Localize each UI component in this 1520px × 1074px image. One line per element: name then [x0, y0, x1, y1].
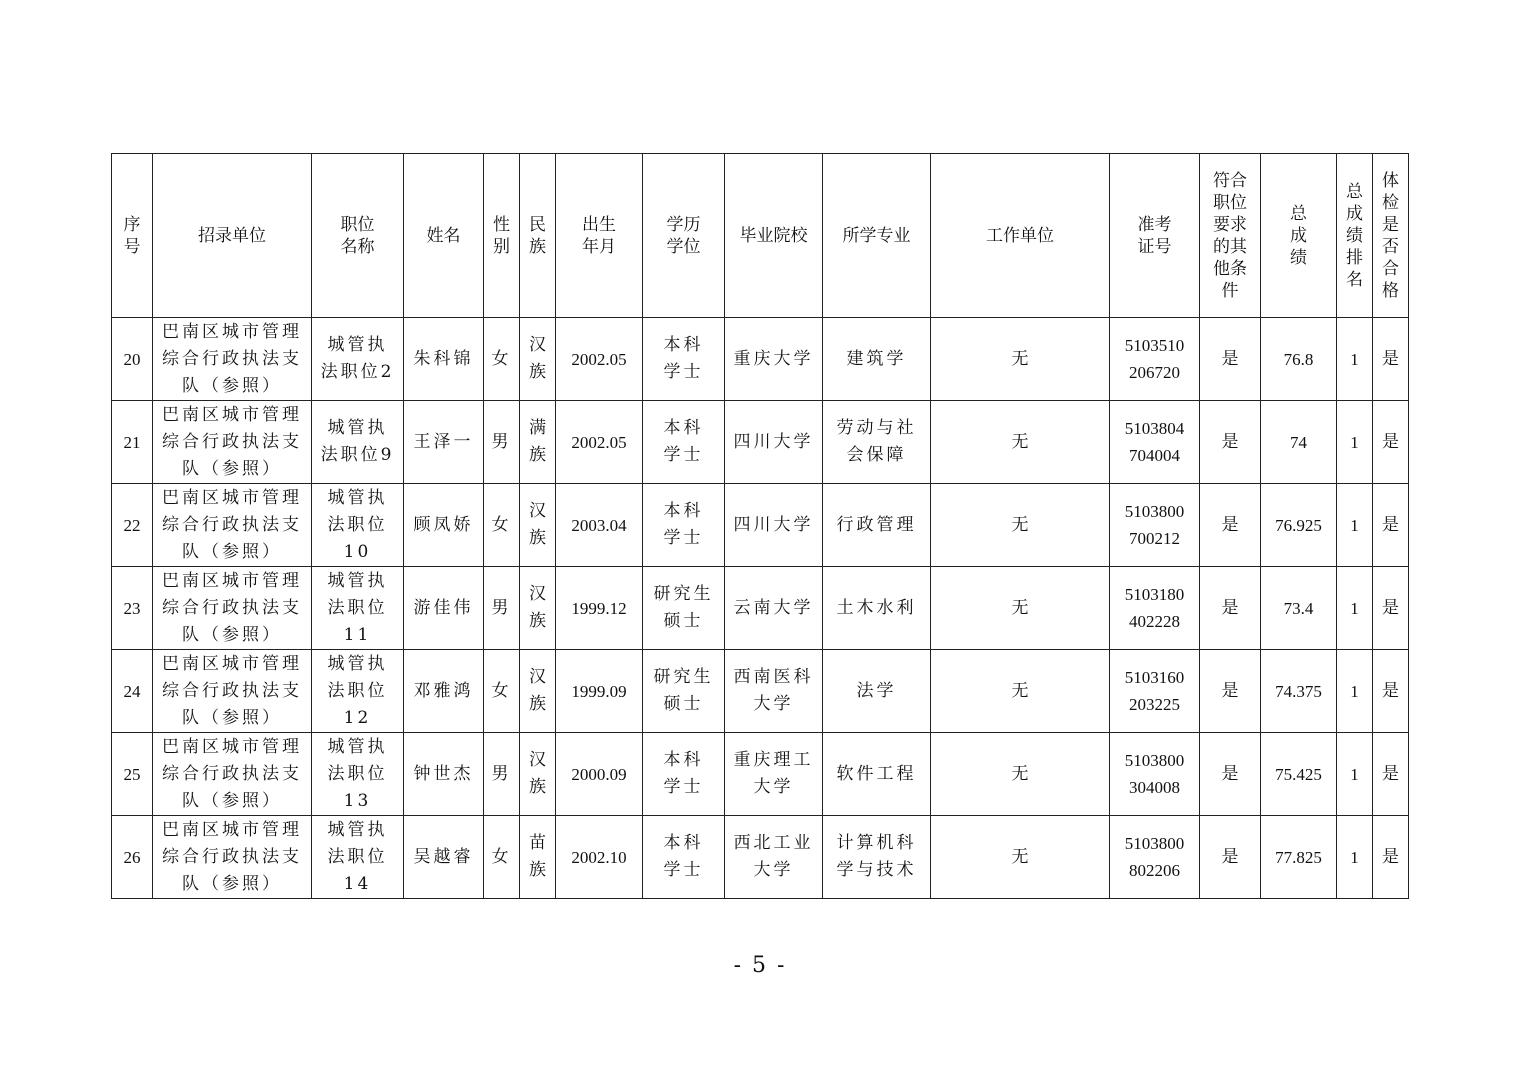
- cell-rank: 1: [1337, 816, 1373, 899]
- cell-total-score: 74.375: [1261, 650, 1337, 733]
- cell-position: 城管执 法职位 10: [312, 484, 404, 567]
- cell-total-score: 76.8: [1261, 318, 1337, 401]
- cell-ethnicity: 汉 族: [520, 484, 556, 567]
- header-other-conditions: 符合 职位 要求 的其 他条 件: [1200, 154, 1261, 318]
- cell-exam-id: 5103160 203225: [1110, 650, 1200, 733]
- cell-unit: 巴南区城市管理 综合行政执法支 队（参照）: [153, 733, 312, 816]
- header-gender: 性 别: [484, 154, 520, 318]
- table-row: [112, 567, 1409, 650]
- cell-school: 云南大学: [725, 567, 823, 650]
- cell-other-conditions: 是: [1200, 401, 1261, 484]
- cell-name: 吴越睿: [404, 816, 484, 899]
- cell-unit: 巴南区城市管理 综合行政执法支 队（参照）: [153, 484, 312, 567]
- cell-name: 朱科锦: [404, 318, 484, 401]
- header-workplace: 工作单位: [931, 154, 1110, 318]
- cell-gender: 女: [484, 650, 520, 733]
- cell-rank: 1: [1337, 401, 1373, 484]
- cell-workplace: 无: [931, 816, 1110, 899]
- cell-school: 西北工业 大学: [725, 816, 823, 899]
- cell-birth: 2002.05: [556, 401, 643, 484]
- cell-workplace: 无: [931, 650, 1110, 733]
- cell-name: 顾凤娇: [404, 484, 484, 567]
- cell-major: 行政管理: [823, 484, 931, 567]
- header-name: 姓名: [404, 154, 484, 318]
- cell-school: 重庆理工 大学: [725, 733, 823, 816]
- table-row: [112, 401, 1409, 484]
- header-birth: 出生 年月: [556, 154, 643, 318]
- table-row: [112, 733, 1409, 816]
- cell-name: 邓雅鸿: [404, 650, 484, 733]
- cell-degree: 研究生 硕士: [643, 650, 725, 733]
- cell-total-score: 74: [1261, 401, 1337, 484]
- cell-unit: 巴南区城市管理 综合行政执法支 队（参照）: [153, 816, 312, 899]
- cell-position: 城管执 法职位 13: [312, 733, 404, 816]
- cell-position: 城管执 法职位 11: [312, 567, 404, 650]
- cell-exam-id: 5103804 704004: [1110, 401, 1200, 484]
- cell-major: 法学: [823, 650, 931, 733]
- header-major: 所学专业: [823, 154, 931, 318]
- cell-exam-id: 5103510 206720: [1110, 318, 1200, 401]
- cell-gender: 女: [484, 484, 520, 567]
- cell-medical: 是: [1373, 816, 1409, 899]
- cell-major: 劳动与社 会保障: [823, 401, 931, 484]
- cell-medical: 是: [1373, 318, 1409, 401]
- cell-workplace: 无: [931, 733, 1110, 816]
- cell-birth: 1999.09: [556, 650, 643, 733]
- cell-exam-id: 5103800 304008: [1110, 733, 1200, 816]
- cell-degree: 本科 学士: [643, 318, 725, 401]
- cell-other-conditions: 是: [1200, 650, 1261, 733]
- cell-total-score: 73.4: [1261, 567, 1337, 650]
- cell-other-conditions: 是: [1200, 567, 1261, 650]
- cell-rank: 1: [1337, 650, 1373, 733]
- cell-unit: 巴南区城市管理 综合行政执法支 队（参照）: [153, 567, 312, 650]
- cell-rank: 1: [1337, 567, 1373, 650]
- cell-birth: 2000.09: [556, 733, 643, 816]
- cell-seq: 23: [112, 567, 153, 650]
- cell-ethnicity: 汉 族: [520, 567, 556, 650]
- header-seq: 序 号: [112, 154, 153, 318]
- cell-name: 钟世杰: [404, 733, 484, 816]
- cell-degree: 研究生 硕士: [643, 567, 725, 650]
- cell-total-score: 75.425: [1261, 733, 1337, 816]
- cell-ethnicity: 汉 族: [520, 650, 556, 733]
- cell-medical: 是: [1373, 401, 1409, 484]
- cell-medical: 是: [1373, 733, 1409, 816]
- cell-rank: 1: [1337, 484, 1373, 567]
- cell-workplace: 无: [931, 318, 1110, 401]
- cell-name: 游佳伟: [404, 567, 484, 650]
- table-row: [112, 484, 1409, 567]
- cell-medical: 是: [1373, 650, 1409, 733]
- header-school: 毕业院校: [725, 154, 823, 318]
- cell-other-conditions: 是: [1200, 816, 1261, 899]
- cell-exam-id: 5103800 802206: [1110, 816, 1200, 899]
- cell-seq: 25: [112, 733, 153, 816]
- cell-major: 计算机科 学与技术: [823, 816, 931, 899]
- cell-seq: 21: [112, 401, 153, 484]
- cell-medical: 是: [1373, 484, 1409, 567]
- table-row: [112, 650, 1409, 733]
- cell-exam-id: 5103800 700212: [1110, 484, 1200, 567]
- cell-gender: 男: [484, 567, 520, 650]
- cell-total-score: 76.925: [1261, 484, 1337, 567]
- cell-other-conditions: 是: [1200, 318, 1261, 401]
- cell-gender: 女: [484, 816, 520, 899]
- cell-position: 城管执 法职位2: [312, 318, 404, 401]
- cell-total-score: 77.825: [1261, 816, 1337, 899]
- header-exam-id: 准考 证号: [1110, 154, 1200, 318]
- cell-major: 建筑学: [823, 318, 931, 401]
- cell-major: 软件工程: [823, 733, 931, 816]
- cell-position: 城管执 法职位 14: [312, 816, 404, 899]
- cell-unit: 巴南区城市管理 综合行政执法支 队（参照）: [153, 318, 312, 401]
- cell-workplace: 无: [931, 401, 1110, 484]
- cell-birth: 2003.04: [556, 484, 643, 567]
- header-unit: 招录单位: [153, 154, 312, 318]
- cell-ethnicity: 汉 族: [520, 318, 556, 401]
- table-body: [112, 318, 1409, 899]
- candidate-table: [111, 153, 1409, 899]
- cell-rank: 1: [1337, 733, 1373, 816]
- cell-seq: 24: [112, 650, 153, 733]
- cell-gender: 男: [484, 733, 520, 816]
- cell-rank: 1: [1337, 318, 1373, 401]
- cell-position: 城管执 法职位 12: [312, 650, 404, 733]
- cell-unit: 巴南区城市管理 综合行政执法支 队（参照）: [153, 650, 312, 733]
- header-medical: 体 检 是 否 合 格: [1373, 154, 1409, 318]
- cell-ethnicity: 汉 族: [520, 733, 556, 816]
- cell-school: 重庆大学: [725, 318, 823, 401]
- table-row: [112, 816, 1409, 899]
- header-rank: 总 成 绩 排 名: [1337, 154, 1373, 318]
- cell-birth: 1999.12: [556, 567, 643, 650]
- cell-degree: 本科 学士: [643, 733, 725, 816]
- cell-seq: 20: [112, 318, 153, 401]
- cell-seq: 22: [112, 484, 153, 567]
- cell-other-conditions: 是: [1200, 733, 1261, 816]
- cell-degree: 本科 学士: [643, 401, 725, 484]
- header-row: [112, 154, 1409, 318]
- cell-exam-id: 5103180 402228: [1110, 567, 1200, 650]
- cell-seq: 26: [112, 816, 153, 899]
- cell-gender: 女: [484, 318, 520, 401]
- cell-unit: 巴南区城市管理 综合行政执法支 队（参照）: [153, 401, 312, 484]
- cell-workplace: 无: [931, 567, 1110, 650]
- header-position: 职位 名称: [312, 154, 404, 318]
- table-row: [112, 318, 1409, 401]
- cell-position: 城管执 法职位9: [312, 401, 404, 484]
- cell-birth: 2002.05: [556, 318, 643, 401]
- cell-gender: 男: [484, 401, 520, 484]
- header-degree: 学历 学位: [643, 154, 725, 318]
- cell-school: 四川大学: [725, 484, 823, 567]
- cell-medical: 是: [1373, 567, 1409, 650]
- cell-ethnicity: 满 族: [520, 401, 556, 484]
- cell-school: 四川大学: [725, 401, 823, 484]
- cell-degree: 本科 学士: [643, 484, 725, 567]
- cell-degree: 本科 学士: [643, 816, 725, 899]
- header-total-score: 总 成 绩: [1261, 154, 1337, 318]
- cell-other-conditions: 是: [1200, 484, 1261, 567]
- cell-school: 西南医科 大学: [725, 650, 823, 733]
- cell-workplace: 无: [931, 484, 1110, 567]
- cell-ethnicity: 苗 族: [520, 816, 556, 899]
- cell-name: 王泽一: [404, 401, 484, 484]
- cell-major: 土木水利: [823, 567, 931, 650]
- page-number: - 5 -: [733, 953, 787, 978]
- cell-birth: 2002.10: [556, 816, 643, 899]
- header-ethnicity: 民 族: [520, 154, 556, 318]
